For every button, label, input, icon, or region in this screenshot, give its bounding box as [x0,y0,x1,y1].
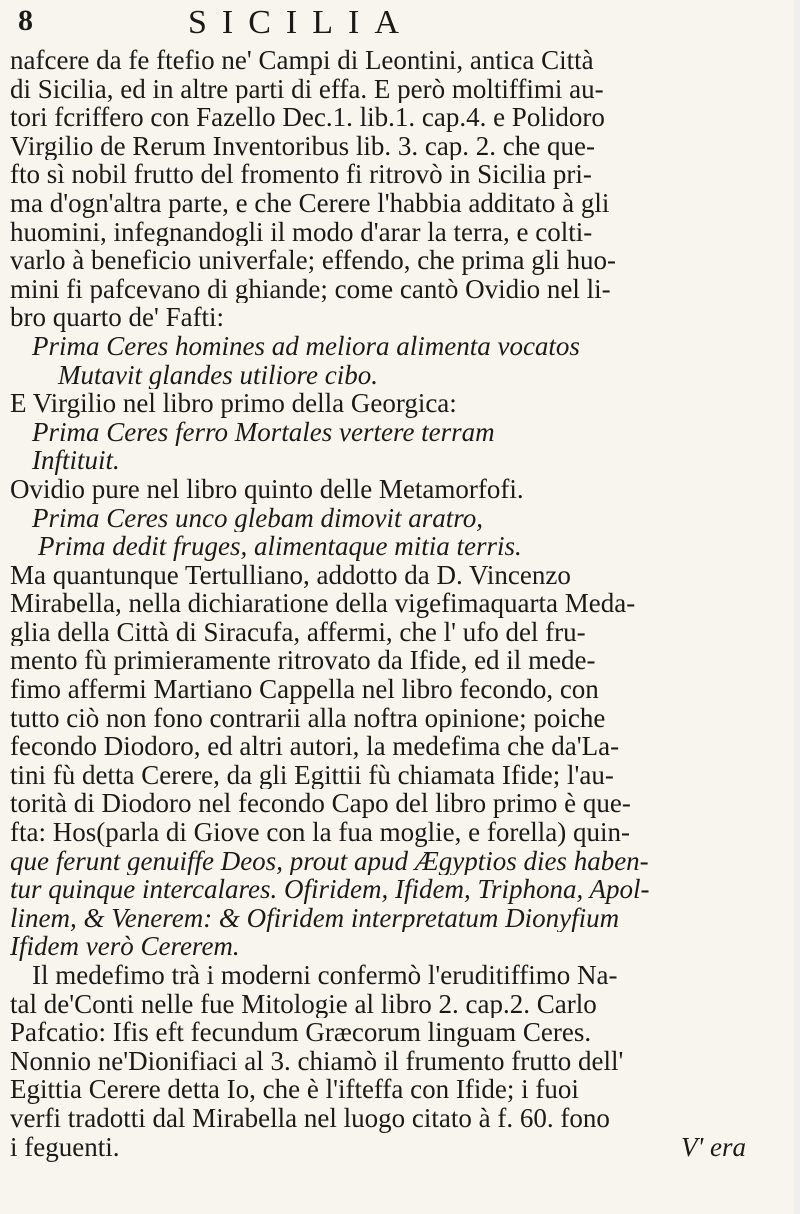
text-line: mini fi pafcevano di ghiande; come cantò Ovidio nel li- [10,274,611,304]
text-line: fimo affermi Martiano Cappella nel libro fecondo, con [10,675,599,704]
latin-quote-line: Ifidem verò Cererem. [10,932,240,961]
latin-quote-line: que ferunt genuiffe Deos, prout apud Ægyptios dies haben- [10,846,649,876]
text-line: mento fù primieramente ritrovato da Ifide, ed il mede- [10,646,596,676]
text-line: ma d'ogn'altra parte, e che Cerere l'habbia additato à gli [10,188,610,218]
page-number: 8 [18,4,33,37]
text-line: Pafcatio: Ifis eft fecundum Græcorum linguam Ceres. [10,1018,592,1047]
text-line: fta: Hos(parla di Giove con la fua moglie, e forella) quin- [10,818,631,847]
verse-line: Prima dedit fruges, alimentaque mitia terris. [38,532,522,561]
verse-line: Prima Ceres ferro Mortales vertere terram [32,417,495,447]
text-line: varlo à beneficio univerfale; effendo, che prima gli huo- [10,246,616,275]
verse-line: Prima Ceres homines ad meliora alimenta vocatos [32,331,580,361]
text-line: bro quarto de' Fafti: [10,303,225,332]
text-line: tal de'Conti nelle fue Mitologie al libro 2. cap.2. Carlo [10,989,597,1019]
page-edge [794,0,800,1214]
text-line: Nonnio ne'Dionifiaci al 3. chiamò il frumento frutto dell' [10,1046,624,1076]
verse-line: Prima Ceres unco glebam dimovit aratro, [32,503,483,533]
body-text [10,46,780,1161]
text-line: di Sicilia, ed in altre parti di effa. E però moltiffimi au- [10,74,604,104]
verse-line: Inftituit. [32,446,120,475]
latin-quote-line: tur quinque intercalares. Ofiridem, Ifidem, Triphona, Apol- [10,875,650,904]
text-line: i feguenti. [10,1131,120,1162]
text-line: nafcere da fe ftefio ne' Campi di Leontini, antica Città [10,46,594,75]
running-head: SICILIA [188,4,414,41]
text-line: Ovidio pure nel libro quinto delle Metamorfofi. [10,474,524,504]
text-line: verfi tradotti dal Mirabella nel luogo citato à f. 60. fono [10,1103,610,1133]
text-line: Egittia Cerere detta Io, che è l'ifteffa con Ifide; i fuoi [10,1075,579,1104]
page-header [0,2,800,46]
text-line: Mirabella, nella dichiaratione della vigefimaquarta Meda- [10,589,636,618]
text-line: glia della Città di Siracufa, affermi, che l' ufo del fru- [10,617,586,647]
verse-line: Mutavit glandes utiliore cibo. [58,360,378,390]
latin-quote-line: linem, & Venerem: & Ofiridem interpretatum Dionyfium [10,903,620,933]
text-line: tini fù detta Cerere, da gli Egittii fù chiamata Ifide; l'au- [10,760,614,790]
text-line: fto sì nobil frutto del fromento fi ritrovò in Sicilia pri- [10,160,592,189]
text-line: E Virgilio nel libro primo della Georgica: [10,389,457,418]
text-line: huomini, infegnandogli il modo d'arar la terra, e colti- [10,217,593,247]
final-line [10,1133,780,1162]
text-line: Ma quantunque Tertulliano, addotto da D. Vincenzo [10,560,571,590]
text-line: tutto ciò non fono contrarii alla noftra opinione; poiche [10,703,606,733]
text-line: Il medefimo trà i moderni confermò l'eruditiffimo Na- [32,961,618,990]
text-line: torità di Diodoro nel fecondo Capo del libro primo è que- [10,789,631,819]
text-line: Virgilio de Rerum Inventoribus lib. 3. cap. 2. che que- [10,131,595,161]
text-line: fecondo Diodoro, ed altri autori, la medefima che da'La- [10,732,620,761]
catchword: V' era [680,1131,746,1162]
text-line: tori fcriffero con Fazello Dec.1. lib.1. cap.4. e Polidoro [10,103,605,132]
